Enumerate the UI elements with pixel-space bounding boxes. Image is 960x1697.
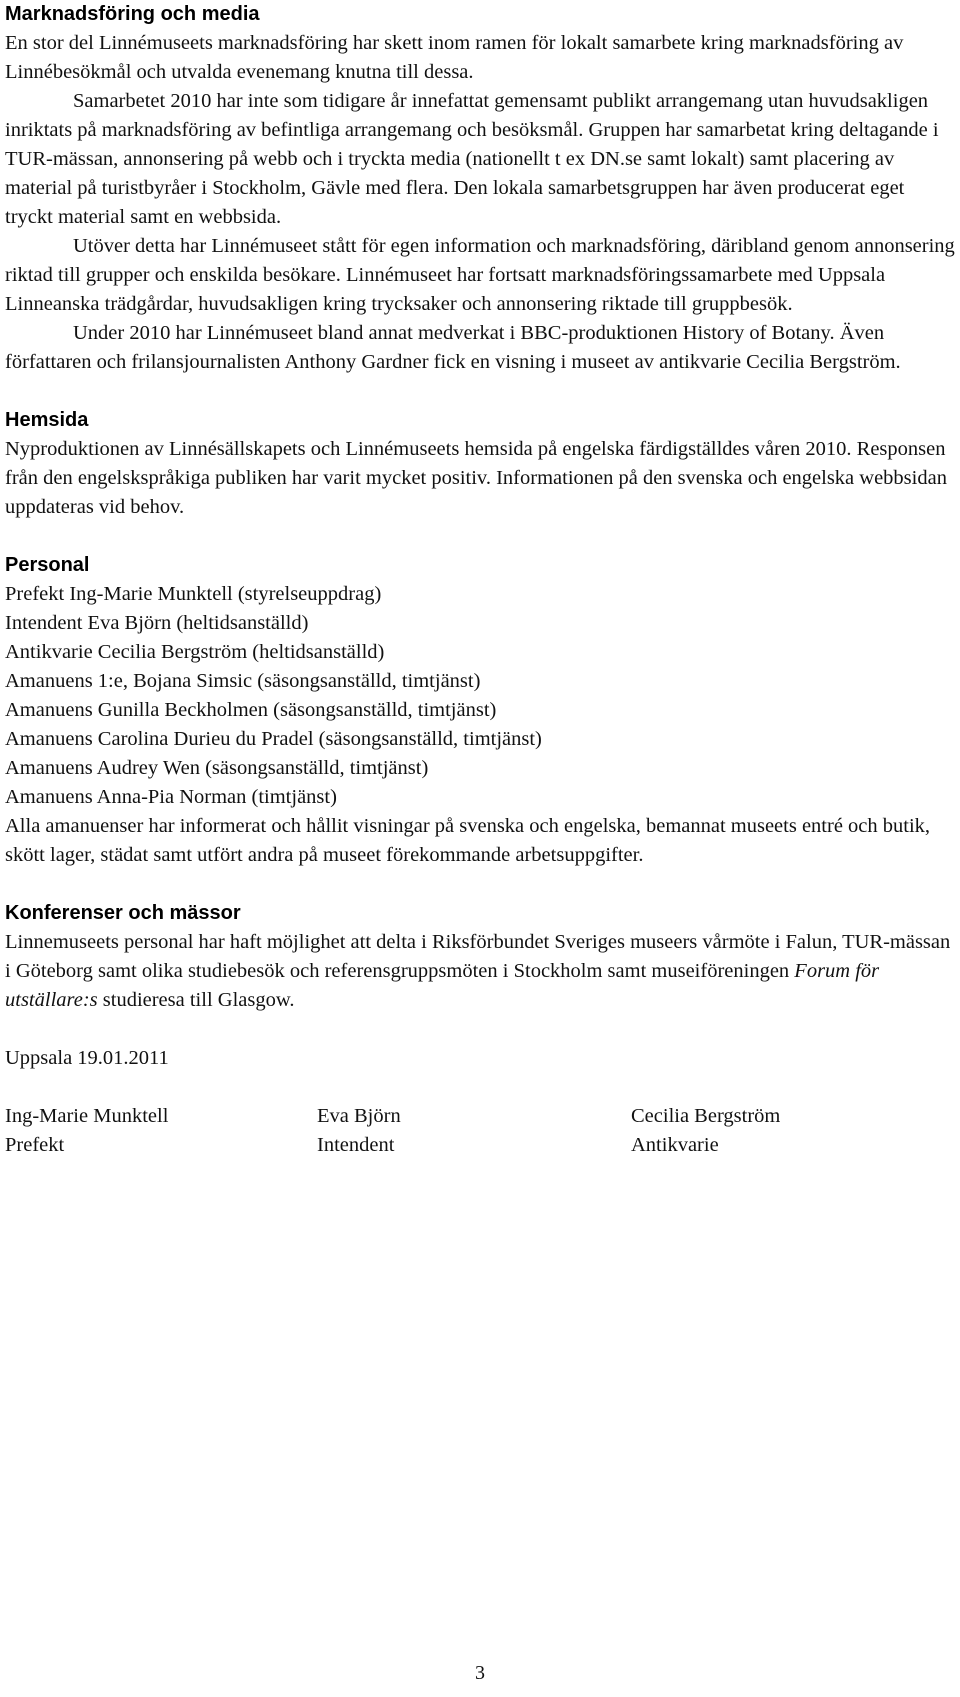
marketing-paragraph-2: Samarbetet 2010 har inte som tidigare år innefattat gemensamt publikt arrangemang utan huvudsakligen inriktats på marknadsföring av befintliga arrangemang och besöksmål. Gruppen har samarbetat kring deltagande i TUR-mässan, annonsering på webb och i tryckta media (nationellt t ex DN.se samt lokalt) samt placering av material på turistbyråer i Stockholm, Gävle med flera. Den lokala samarbetsgruppen har även producerat eget tryckt material samt en webbsida. bbox=[5, 90, 939, 228]
website-heading: Hemsida bbox=[5, 409, 89, 431]
marketing-heading: Marknadsföring och media bbox=[5, 3, 260, 25]
signature-antikvarie bbox=[631, 1102, 780, 1160]
website-paragraph: Nyproduktionen av Linnésällskapets och Linnémuseets hemsida på engelska färdigställdes våren 2010. Responsen från den engelskspråkiga publiken har varit mycket positiv. Informationen på den svenska och engelska webbsidan uppdateras vid behov. bbox=[5, 438, 947, 518]
signature-intendent bbox=[317, 1102, 401, 1160]
spacer bbox=[5, 377, 955, 406]
staff-heading: Personal bbox=[5, 554, 90, 576]
staff-item: Amanuens 1:e, Bojana Simsic (säsongsanställd, timtjänst) bbox=[5, 670, 481, 692]
spacer bbox=[5, 1015, 955, 1044]
signature-prefekt bbox=[5, 1102, 168, 1160]
staff-item: Amanuens Audrey Wen (säsongsanställd, timtjänst) bbox=[5, 757, 429, 779]
staff-item: Intendent Eva Björn (heltidsanställd) bbox=[5, 612, 309, 634]
staff-note: Alla amanuenser har informerat och hållit visningar på svenska och engelska, bemannat museets entré och butik, skött lager, städat samt utfört andra på museet förekommande arbetsuppgifter. bbox=[5, 815, 931, 866]
spacer bbox=[5, 522, 955, 551]
staff-item: Amanuens Anna-Pia Norman (timtjänst) bbox=[5, 786, 337, 808]
place-date: Uppsala 19.01.2011 bbox=[5, 1047, 169, 1069]
spacer bbox=[5, 1073, 955, 1102]
conferences-heading: Konferenser och mässor bbox=[5, 902, 241, 924]
document-page bbox=[5, 0, 955, 1160]
staff-item: Antikvarie Cecilia Bergström (heltidsanställd) bbox=[5, 641, 385, 663]
staff-item: Prefekt Ing-Marie Munktell (styrelseuppdrag) bbox=[5, 583, 382, 605]
signature-name: Ing-Marie Munktell bbox=[5, 1105, 169, 1127]
spacer bbox=[5, 870, 955, 899]
staff-list bbox=[5, 580, 955, 812]
conferences-text: Linnemuseets personal har haft möjlighet att delta i Riksförbundet Sveriges museers vårmöte i Falun, TUR-mässan i Göteborg samt olika studiebesök och referensgruppsmöten i Stockholm samt museiföreningen bbox=[5, 931, 951, 982]
marketing-paragraph-1: En stor del Linnémuseets marknadsföring har skett inom ramen för lokalt samarbete kring marknadsföring av Linnébesökmål och utvalda evenemang knutna till dessa. bbox=[5, 32, 904, 83]
conferences-paragraph bbox=[5, 928, 955, 1015]
staff-item: Amanuens Carolina Durieu du Pradel (säsongsanställd, timtjänst) bbox=[5, 728, 542, 750]
page-number: 3 bbox=[475, 1662, 485, 1684]
marketing-paragraph-3: Utöver detta har Linnémuseet stått för egen information och marknadsföring, däribland genom annonsering riktad till grupper och enskilda besökare. Linnémuseet har fortsatt marknadsföringssamarbete med Uppsala Linneanska trädgårdar, huvudsakligen kring trycksaker och annonsering riktade till gruppbesök. bbox=[5, 235, 955, 315]
staff-item: Amanuens Gunilla Beckholmen (säsongsanställd, timtjänst) bbox=[5, 699, 497, 721]
signature-title: Intendent bbox=[317, 1134, 395, 1156]
conferences-italic-text: Forum för utställare:s bbox=[5, 960, 880, 1011]
conferences-text-end: studieresa till Glasgow. bbox=[97, 989, 295, 1011]
signature-block bbox=[5, 1102, 955, 1160]
marketing-paragraph-4: Under 2010 har Linnémuseet bland annat medverkat i BBC-produktionen History of Botany. Även författaren och frilansjournalisten Anthony Gardner fick en visning i museet av antikvarie Cecilia Bergström. bbox=[5, 322, 901, 373]
signature-title: Antikvarie bbox=[631, 1134, 719, 1156]
signature-name: Eva Björn bbox=[317, 1105, 401, 1127]
signature-title: Prefekt bbox=[5, 1134, 65, 1156]
signature-name: Cecilia Bergström bbox=[631, 1105, 781, 1127]
